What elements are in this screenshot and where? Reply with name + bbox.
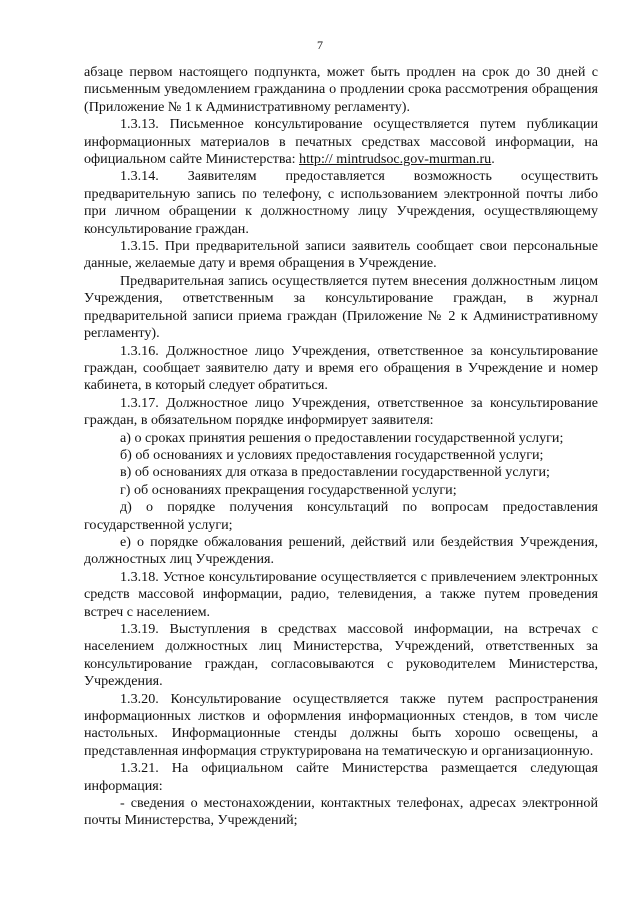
paragraph-1-3-17 [84,395,598,430]
paragraph-1-3-20 [84,691,598,761]
paragraph-1-3-21 [84,760,598,795]
list-item-text: в) об основаниях для отказа в предоставлении государственной услуги; [120,464,550,481]
paragraph-text: 1.3.15. При предварительной записи заявитель сообщает свои персональные данные, желаемые дату и время обращения в Учреждение. [84,238,598,272]
paragraph-1-3-19 [84,621,598,691]
paragraph-text-end: . [491,151,495,168]
paragraph-preliminary-record [84,273,598,343]
paragraph-1-3-15 [84,238,598,273]
list-item-text: г) об основаниях прекращения государственной услуги; [120,481,457,498]
paragraph-continuation [84,64,598,116]
list-item-b [84,447,598,464]
list-item-v [84,464,598,481]
paragraph-text: 1.3.16. Должностное лицо Учреждения, ответственное за консультирование граждан, сообщает заявителю дату и время его обращения в Учреждение и номер кабинета, в который следует обратиться. [84,342,598,394]
paragraph-text: 1.3.14. Заявителям предоставляется возможность осуществить предварительную запись по телефону, с использованием электронной почты либо при личном обращении к должностному лицу Учреждения, осуществляющему консультирование граждан. [84,168,598,237]
paragraph-text: абзаце первом настоящего подпункта, может быть продлен на срок до 30 дней с письменным уведомлением гражданина о продлении срока рассмотрения обращения (Приложение № 1 к Административному регламенту). [84,64,598,115]
paragraph-1-3-16 [84,343,598,395]
paragraph-1-3-18 [84,569,598,621]
paragraph-text: 1.3.13. Письменное консультирование осуществляется путем публикации информационных материалов в печатных средствах массовой информации, на официальном сайте Министерства: [84,116,598,168]
paragraph-text: 1.3.21. На официальном сайте Министерства размещается следующая информация: [84,760,598,794]
document-body [84,64,598,830]
list-item-text: б) об основаниях и условиях предоставления государственной услуги; [120,446,544,463]
list-item-e [84,534,598,569]
paragraph-text: 1.3.19. Выступления в средствах массовой информации, на встречах с населением должностных лиц Министерства, Учреждений, ответственных за консультирование граждан, согласовываются с руководителем Министерства, Учреждения. [84,621,598,690]
page-number: 7 [317,38,323,52]
list-item-g [84,482,598,499]
paragraph-text: 1.3.18. Устное консультирование осуществляется с привлечением электронных средств массовой информации, радио, телевидения, а также путем проведения встреч с населением. [84,568,598,620]
paragraph-text: 1.3.20. Консультирование осуществляется также путем распространения информационных листков и оформления информационных стендов, в том числе настольных. Информационные стенды должны быть хорошо освещены, а представленная информация структурирована на тематическую и организационную. [84,690,598,759]
paragraph-1-3-14 [84,168,598,238]
list-item-dash [84,795,598,830]
list-item-text: - сведения о местонахождении, контактных телефонах, адресах электронной почты Министерства, Учреждений; [84,795,598,829]
list-item-a [84,430,598,447]
list-item-text: а) о сроках принятия решения о предоставлении государственной услуги; [120,429,564,446]
list-item-d [84,499,598,534]
paragraph-1-3-13 [84,116,598,168]
list-item-text: е) о порядке обжалования решений, действий или бездействия Учреждения, должностных лиц Учреждения. [84,533,598,568]
paragraph-text: Предварительная запись осуществляется путем внесения должностным лицом Учреждения, ответственным за консультирование граждан, в журнал предварительной записи приема граждан (Приложение № 2 к Административному регламенту). [84,272,598,342]
ministry-website-link[interactable]: http:// mintrudsoc.gov-murman.ru [299,151,492,168]
paragraph-text: 1.3.17. Должностное лицо Учреждения, ответственное за консультирование граждан, в обязательном порядке информирует заявителя: [84,394,598,429]
list-item-text: д) о порядке получения консультаций по вопросам предоставления государственной услуги; [84,499,598,533]
